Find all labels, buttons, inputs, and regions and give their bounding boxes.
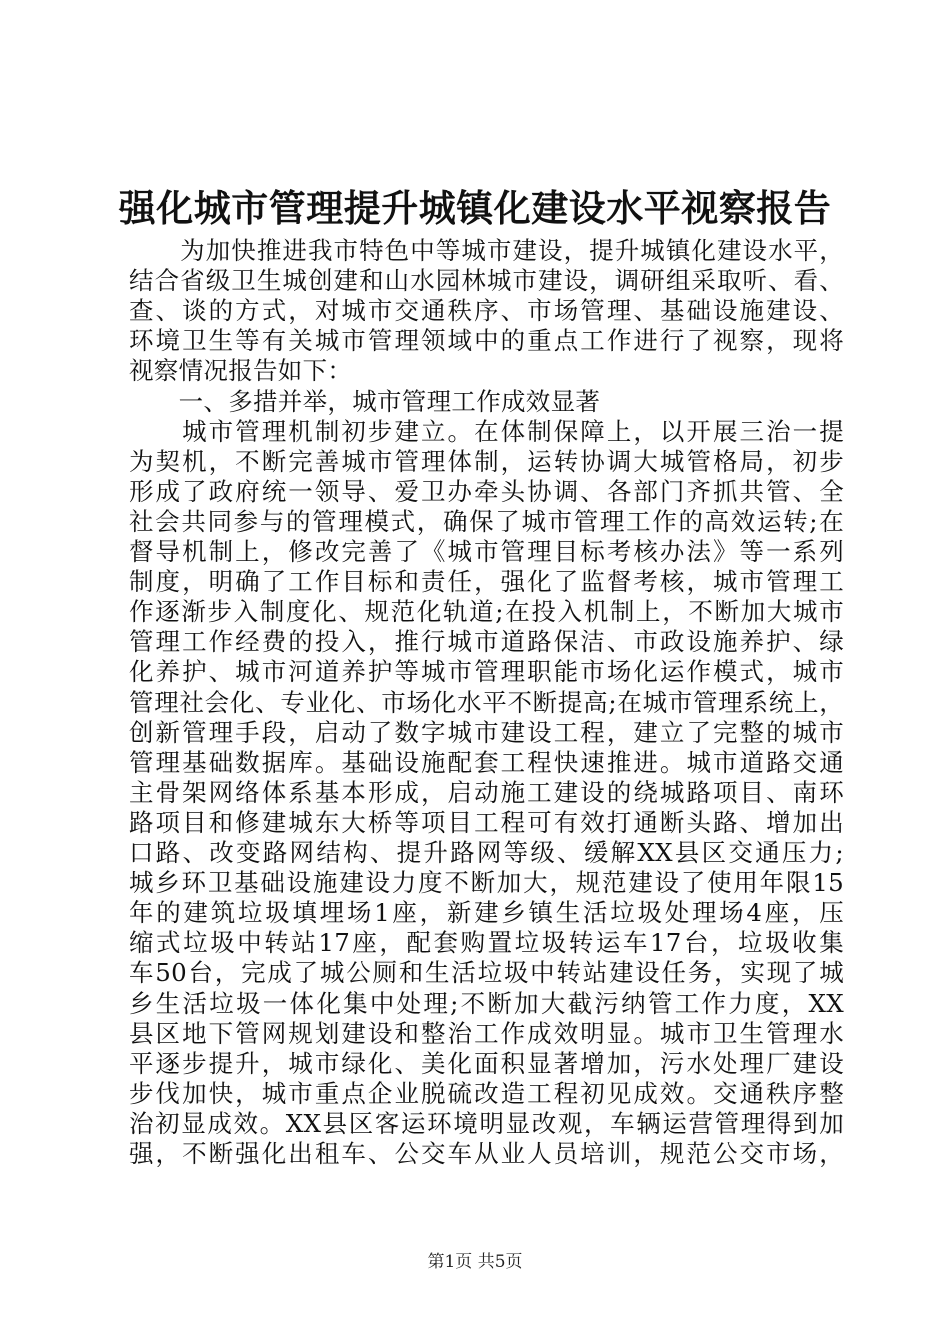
body-line: 强，不断强化出租车、公交车从业人员培训，规范公交市场， — [129, 1139, 844, 1168]
body-line: 管理社会化、专业化、市场化水平不断提高;在城市管理系统上， — [129, 687, 844, 717]
body-line: 主骨架网络体系基本形成，启动施工建设的绕城路项目、南环 — [129, 777, 844, 807]
body-line: 缩式垃圾中转站17座，配套购置垃圾转运车17台，垃圾收集 — [129, 928, 844, 958]
body-line: 创新管理手段，启动了数字城市建设工程，建立了完整的城市 — [129, 717, 844, 747]
body-line: 结合省级卫生城创建和山水园林城市建设，调研组采取听、看、 — [129, 266, 844, 296]
body-line: 乡生活垃圾一体化集中处理;不断加大截污纳管工作力度，XX — [129, 988, 844, 1018]
body-line: 查、谈的方式，对城市交通秩序、市场管理、基础设施建设、 — [129, 296, 844, 326]
document-title: 强化城市管理提升城镇化建设水平视察报告 — [118, 186, 832, 230]
body-line: 城乡环卫基础设施建设力度不断加大，规范建设了使用年限15 — [129, 868, 844, 898]
body-line: 环境卫生等有关城市管理领域中的重点工作进行了视察，现将 — [129, 326, 844, 356]
body-line: 为契机，不断完善城市管理体制，运转协调大城管格局，初步 — [129, 446, 844, 476]
body-line: 县区地下管网规划建设和整治工作成效明显。城市卫生管理水 — [129, 1018, 844, 1048]
body-line: 管理工作经费的投入，推行城市道路保洁、市政设施养护、绿 — [129, 627, 844, 657]
body-line: 治初显成效。XX县区客运环境明显改观，车辆运营管理得到加 — [129, 1108, 844, 1138]
body-line: 制度，明确了工作目标和责任，强化了监督考核，城市管理工 — [129, 567, 844, 597]
body-line: 社会共同参与的管理模式，确保了城市管理工作的高效运转;在 — [129, 506, 844, 536]
body-line: 管理基础数据库。基础设施配套工程快速推进。城市道路交通 — [129, 747, 844, 777]
body-line: 督导机制上，修改完善了《城市管理目标考核办法》等一系列 — [129, 537, 844, 566]
body-line: 口路、改变路网结构、提升路网等级、缓解XX县区交通压力; — [129, 838, 844, 867]
body-line: 车50台，完成了城公厕和生活垃圾中转站建设任务，实现了城 — [129, 958, 844, 988]
page-footer: 第1页 共5页 — [427, 1252, 523, 1272]
body-line: 路项目和修建城东大桥等项目工程可有效打通断头路、增加出 — [129, 807, 844, 837]
body-line: 步伐加快，城市重点企业脱硫改造工程初见成效。交通秩序整 — [129, 1078, 844, 1108]
body-line: 城市管理机制初步建立。在体制保障上，以开展三治一提 — [129, 416, 844, 446]
body-line: 年的建筑垃圾填埋场1座，新建乡镇生活垃圾处理场4座，压 — [129, 898, 844, 928]
body-line: 平逐步提升，城市绿化、美化面积显著增加，污水处理厂建设 — [129, 1048, 844, 1078]
body-line: 视察情况报告如下： — [129, 356, 353, 386]
body-line: 化养护、城市河道养护等城市管理职能市场化运作模式，城市 — [129, 657, 844, 687]
body-line: 一、多措并举，城市管理工作成效显著 — [129, 386, 601, 416]
body-line: 为加快推进我市特色中等城市建设，提升城镇化建设水平， — [129, 236, 844, 265]
body-line: 作逐渐步入制度化、规范化轨道;在投入机制上，不断加大城市 — [129, 597, 844, 627]
body-line: 形成了政府统一领导、爱卫办牵头协调、各部门齐抓共管、全 — [129, 476, 844, 506]
